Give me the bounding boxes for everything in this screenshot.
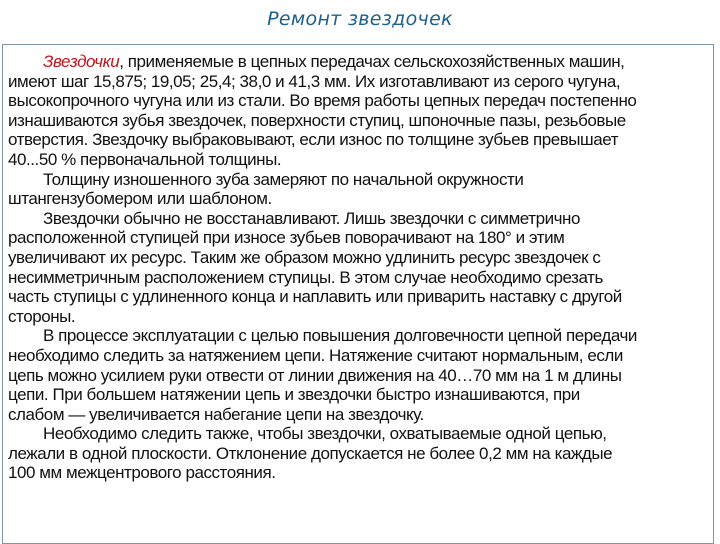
- slide-title: Ремонт звездочек: [267, 8, 453, 30]
- text-line: штангензубомером или шаблоном.: [8, 189, 272, 209]
- text-line: Необходимо следить также, чтобы звездочки, охватываемые одной цепью,: [43, 424, 607, 444]
- text-line: цепь можно усилием руки отвести от линии движения на 40…70 мм на 1 м длины: [8, 365, 622, 385]
- text-line: лежали в одной плоскости. Отклонение допускается не более 0,2 мм на каждые: [8, 443, 613, 463]
- text-line: [8, 52, 637, 72]
- text-line: расположенной ступицей при износе зубьев поворачивают на 180° и этим: [8, 228, 565, 248]
- text-line: имеют шаг 15,875; 19,05; 25,4; 38,0 и 41,3 мм. Их изготавливают из серого чугуна,: [8, 71, 621, 91]
- text-line: высокопрочного чугуна или из стали. Во время работы цепных передач постепенно: [8, 91, 637, 111]
- text-line: 40...50 % первоначальной толщины.: [8, 149, 282, 169]
- text-line: необходимо следить за натяжением цепи. Натяжение считают нормальным, если: [8, 345, 623, 365]
- text-line: 100 мм межцентрового расстояния.: [8, 463, 276, 483]
- text-line: слабом — увеличивается набегание цепи на звездочку.: [8, 404, 424, 424]
- text-line: цепи. При большем натяжении цепь и звездочки быстро изнашиваются, при: [8, 385, 580, 405]
- text-line: Толщину изношенного зуба замеряют по начальной окружности: [43, 169, 524, 189]
- text-span: , применяемые в цепных передачах сельскохозяйственных машин,: [119, 52, 625, 71]
- text-line: изнашиваются зубья звездочек, поверхности ступиц, шпоночные пазы, резьбовые: [8, 110, 626, 130]
- highlight-term: Звездочки: [43, 52, 120, 71]
- text-line: Звездочки обычно не восстанавливают. Лишь звездочки с симметрично: [43, 208, 580, 228]
- text-line: часть ступицы с удлиненного конца и наплавить или приварить наставку с другой: [8, 287, 622, 307]
- text-box: [2, 44, 714, 544]
- text-line: стороны.: [8, 306, 76, 326]
- text-line: увеличивают их ресурс. Таким же образом можно удлинить ресурс звездочек с: [8, 247, 601, 267]
- text-line: несимметричным расположением ступицы. В этом случае необходимо срезать: [8, 267, 603, 287]
- text-line: В процессе эксплуатации с целью повышения долговечности цепной передачи: [43, 326, 637, 346]
- body-text: [8, 52, 637, 483]
- text-line: отверстия. Звездочку выбраковывают, если износ по толщине зубьев превышает: [8, 130, 619, 150]
